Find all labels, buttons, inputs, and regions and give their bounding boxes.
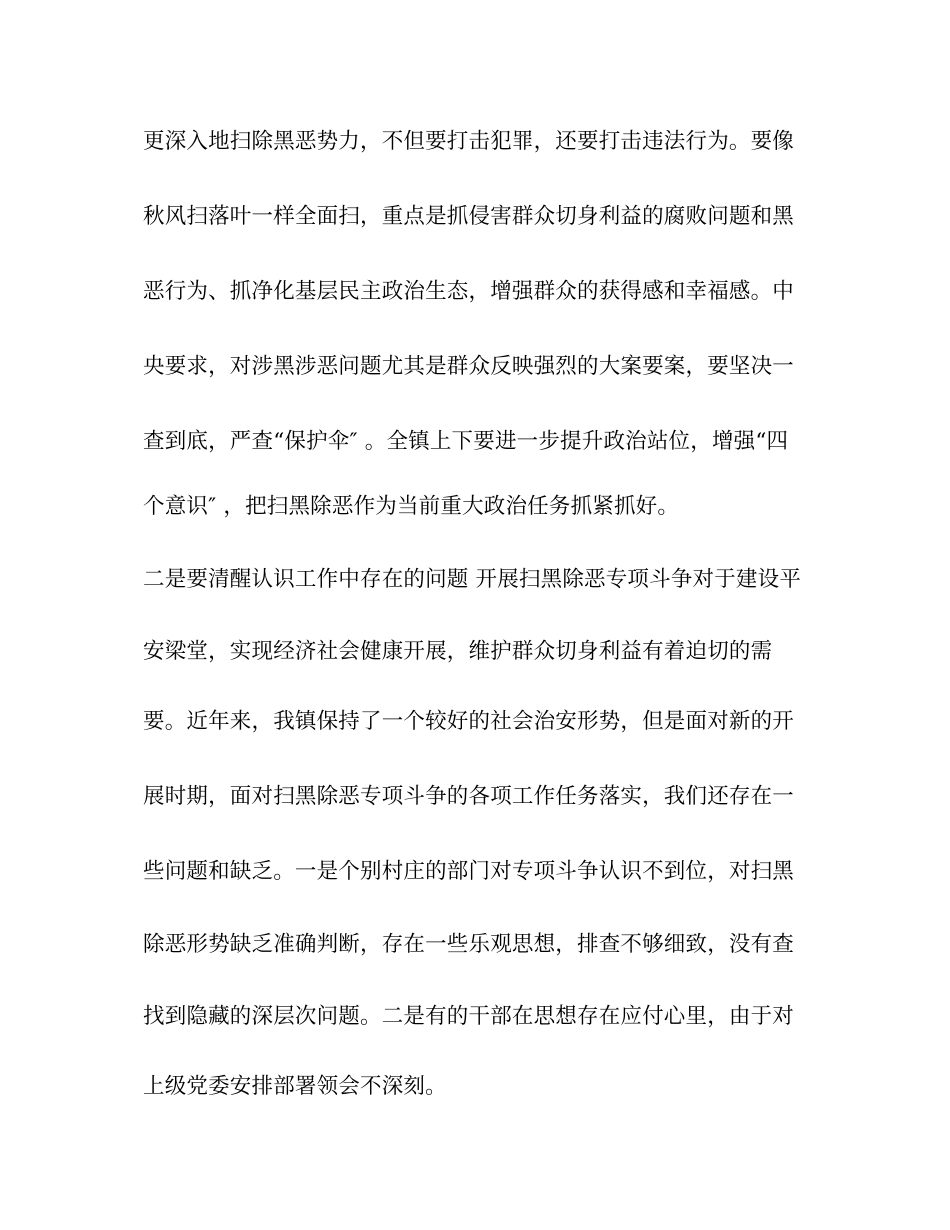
text-line: 二是要清醒认识工作中存在的问题 开展扫黑除恶专项斗争对于建设平 xyxy=(143,567,802,592)
text-line: 找到隐藏的深层次问题。二是有的干部在思想存在应付心里，由于对 xyxy=(143,1004,795,1029)
text-line: 安梁堂，实现经济社会健康开展，维护群众切身利益有着迫切的需 xyxy=(143,639,773,664)
text-line: 要。近年来，我镇保持了一个较好的社会治安形势，但是面对新的开 xyxy=(143,709,795,734)
text-line: 个意识″ ，把扫黑除恶作为当前重大政治任务抓紧抓好。 xyxy=(143,494,680,519)
text-line: 查到底，严查“保护伞″ 。全镇上下要进一步提升政治站位，增强“四 xyxy=(143,429,789,454)
text-line: 上级党委安排部署领会不深刻。 xyxy=(143,1074,447,1099)
text-line: 些问题和缺乏。一是个别村庄的部门对专项斗争认识不到位，对扫黑 xyxy=(143,859,795,884)
text-line: 更深入地扫除黑恶势力，不但要打击犯罪，还要打击违法行为。要像 xyxy=(143,129,795,154)
text-line: 央要求，对涉黑涉恶问题尤其是群众反映强烈的大案要案，要坚决一 xyxy=(143,354,795,379)
text-line: 恶行为、抓净化基层民主政治生态，增强群众的获得感和幸福感。中 xyxy=(143,279,795,304)
text-line: 展时期，面对扫黑除恶专项斗争的各项工作任务落实，我们还存在一 xyxy=(143,784,795,809)
text-line: 秋风扫落叶一样全面扫，重点是抓侵害群众切身利益的腐败问题和黑 xyxy=(143,204,795,229)
text-line: 除恶形势缺乏准确判断，存在一些乐观思想，排查不够细致，没有查 xyxy=(143,932,795,957)
